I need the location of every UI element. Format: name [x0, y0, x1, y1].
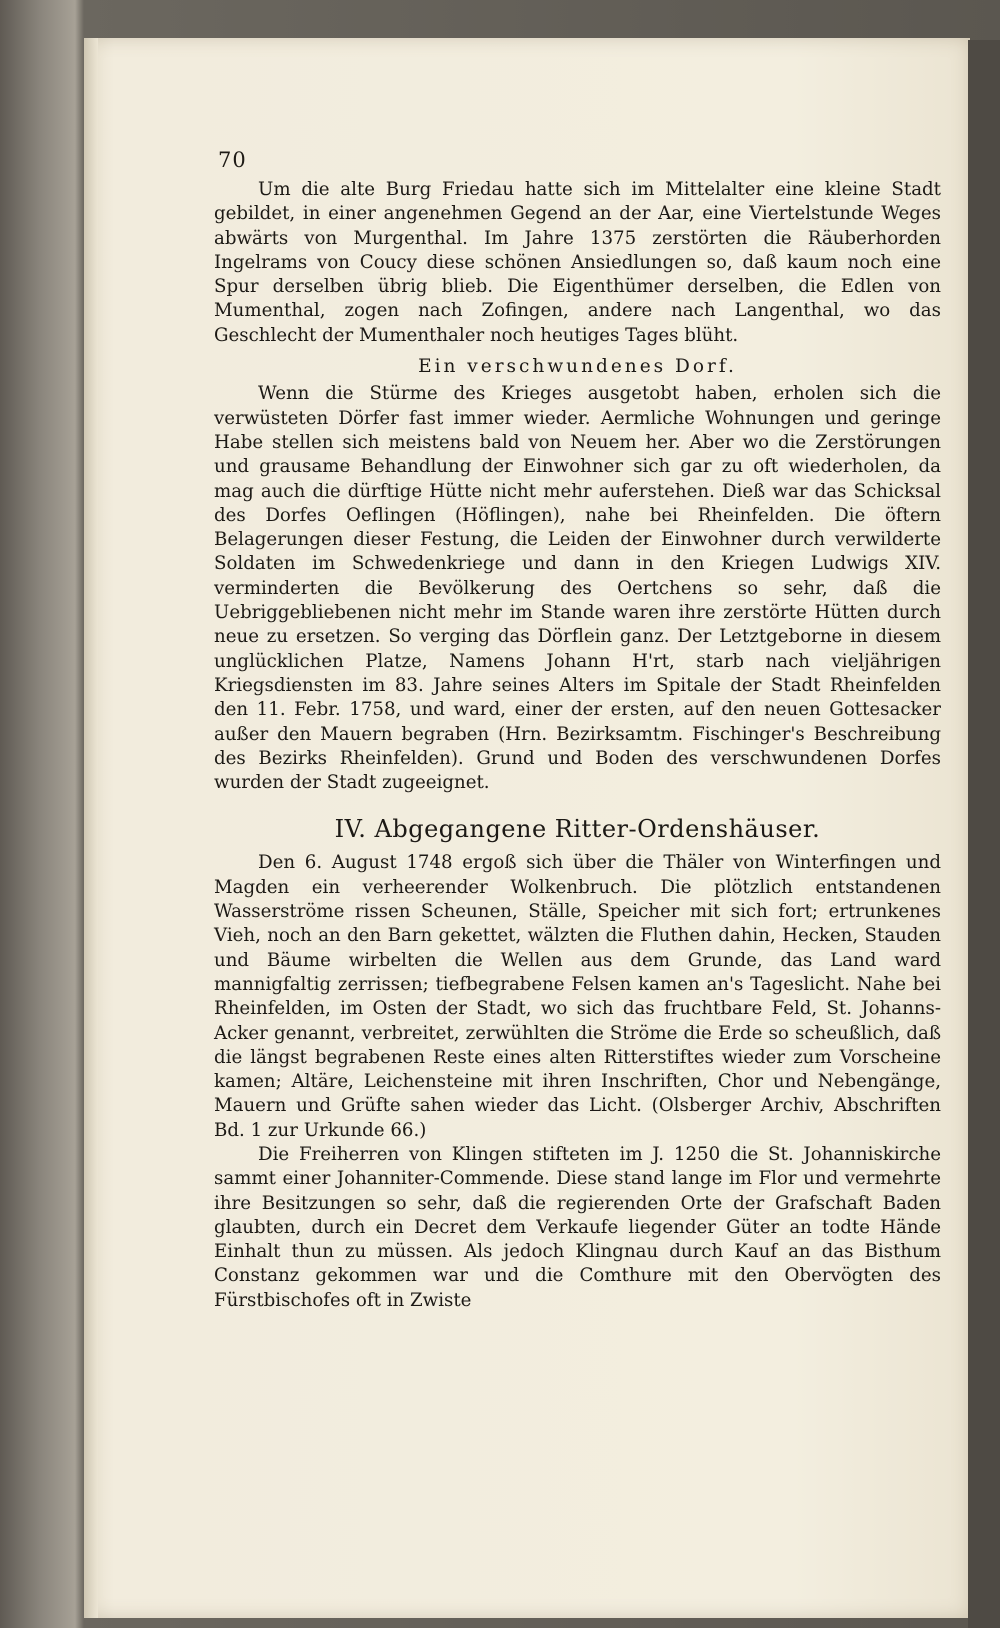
paragraph-friedau: Um die alte Burg Friedau hatte sich im Mittelalter eine kleine Stadt gebildet, in einer angenehmen Gegend an der Aar, eine Viertelstunde Weges abwärts von Murgenthal. Im Jahre 1375 zerstörten die Räuberhorden Ingelrams von Coucy diese schönen Ansiedlungen so, daß kaum noch eine Spur derselben übrig blieb. Die Eigenthümer derselben, die Edlen von Mumenthal, zogen nach Zofingen, andere nach Langenthal, wo das Geschlecht der Mumenthaler noch heutiges Tages blüht. [214, 179, 941, 346]
page-number: 70 [218, 148, 247, 172]
binding-edge [968, 40, 1000, 1628]
page-body [214, 178, 941, 1313]
page-gutter [84, 38, 98, 1618]
paragraph-oeflingen: Wenn die Stürme des Krieges ausgetobt haben, erholen sich die verwüsteten Dörfer fast immer wieder. Aermliche Wohnungen und geringe Habe stellen sich meistens bald von Neuem her. Aber wo die Zerstörungen und grausame Behandlung der Einwohner sich gar zu oft wiederholen, da mag auch die dürftige Hütte nicht mehr auferstehen. Dieß war das Schicksal des Dorfes Oeflingen (Höflingen), nahe bei Rheinfelden. Die öftern Belagerungen dieser Festung, die Leiden der Einwohner durch verwilderte Soldaten im Schwedenkriege und dann in den Kriegen Ludwigs XIV. verminderten die Bevölkerung des Oertchens so sehr, daß die Uebriggebliebenen nicht mehr im Stande waren ihre zerstörte Hütten durch neue zu ersetzen. So verging das Dörflein ganz. Der Letztgeborne in diesem unglücklichen Platze, Namens Johann H'rt, starb nach vieljährigen Kriegsdiensten im 83. Jahre seines Alters im Spitale der Stadt Rheinfelden den 11. Febr. 1758, und ward, einer der ersten, auf den neuen Gottesacker außer den Mauern begraben (Hrn. Bezirksamtm. Fischinger's Beschreibung des Bezirks Rheinfelden). Grund und Boden des verschwundenen Dorfes wurden der Stadt zugeeignet. [214, 383, 941, 794]
paragraph-wolkenbruch: Den 6. August 1748 ergoß sich über die Thäler von Winterfingen und Magden ein verheerender Wolkenbruch. Die plötzlich entstandenen Wasserströme rissen Scheunen, Ställe, Speicher mit sich fort; ertrunkenes Vieh, noch an den Barn gekettet, wälzten die Fluthen dahin, Hecken, Stauden und Bäume wirbelten die Wellen aus dem Grunde, das Land ward mannigfaltig zerrissen; tiefbegrabene Felsen kamen an's Tageslicht. Nahe bei Rheinfelden, im Osten der Stadt, wo sich das fruchtbare Feld, St. Johanns-Acker genannt, verbreitet, zerwühlten die Ströme die Erde so scheußlich, daß die längst begrabenen Reste eines alten Ritterstiftes wieder zum Vorscheine kamen; Altäre, Leichensteine mit ihren Inschriften, Chor und Nebengänge, Mauern und Grüfte sahen wieder das Licht. (Olsberger Archiv, Abschriften Bd. 1 zur Urkunde 66.) [214, 852, 941, 1141]
paragraph-johanniter-commende: Die Freiherren von Klingen stifteten im J. 1250 die St. Johanniskirche sammt einer Johanniter-Commende. Diese stand lange im Flor und vermehrte ihre Besitzungen so sehr, daß die regierenden Orte der Grafschaft Baden glaubten, durch ein Decret dem Verkaufe liegender Güter an todte Hände Einhalt thun zu müssen. Als jedoch Klingnau durch Kauf an das Bisthum Constanz gekommen war und die Comthure mit den Obervögten des Fürstbischofes oft in Zwiste [214, 1143, 941, 1311]
section-heading-verschwundenes-dorf: Ein verschwundenes Dorf. [418, 356, 737, 378]
chapter-heading-ritter-ordenshaeuser: IV. Abgegangene Ritter-Ordenshäuser. [334, 815, 821, 844]
